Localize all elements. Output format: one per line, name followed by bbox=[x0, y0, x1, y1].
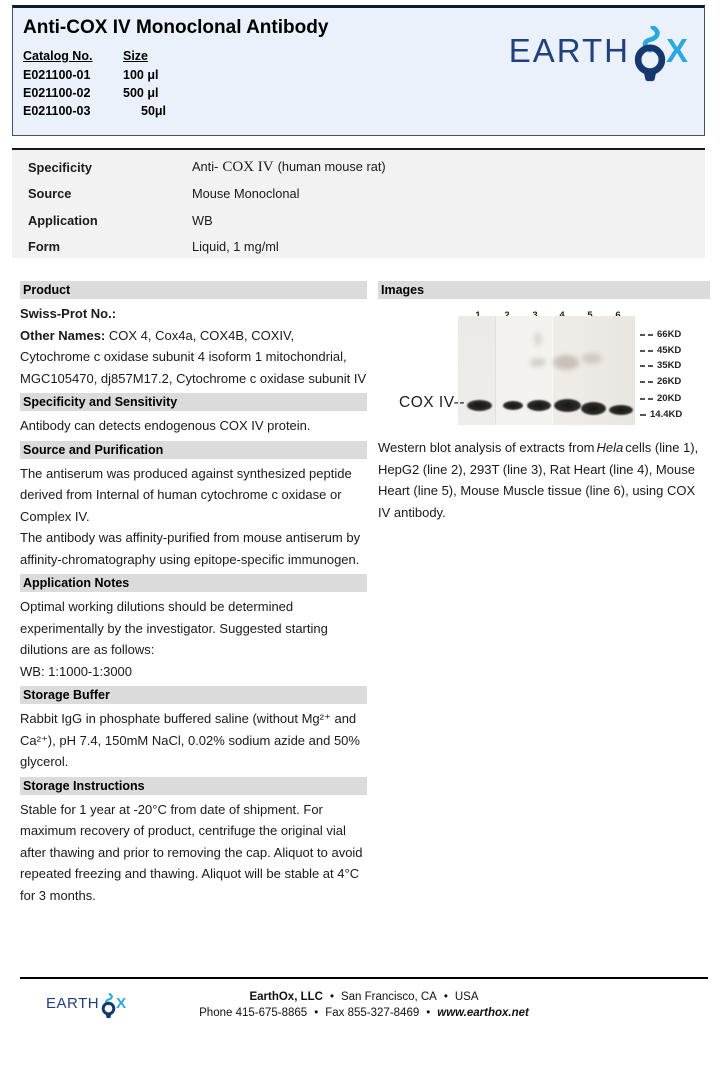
section-paragraph: The antiserum was produced against synthesized peptide derived from Internal of human cytochrome c oxidase or Complex IV. bbox=[20, 465, 352, 524]
marker-label: 20KD bbox=[657, 393, 682, 404]
application-value: WB bbox=[192, 212, 213, 228]
blot-band bbox=[609, 405, 633, 415]
images-column bbox=[378, 281, 710, 523]
section-paragraph: WB: 1:1000-1:3000 bbox=[20, 663, 133, 679]
footer-contact bbox=[0, 989, 728, 1021]
footer-city: San Francisco, CA bbox=[340, 991, 437, 1003]
marker-tick bbox=[640, 381, 653, 383]
logo-word: EARTH bbox=[508, 31, 630, 69]
summary-row-application bbox=[12, 207, 705, 234]
application-label: Application bbox=[28, 212, 98, 228]
blot-band bbox=[581, 402, 606, 415]
section-paragraph: Stable for 1 year at -20°C from date of shipment. For maximum recovery of product, centrifuge the original vial after thawing and prior to removing the cap. Aliquot to avoid repeated freezing and thawing. Aliquot will be stable at 4°C for 3 months. bbox=[20, 801, 363, 903]
summary-box bbox=[12, 148, 705, 258]
form-value: Liquid, 1 mg/ml bbox=[192, 239, 279, 255]
marker-label: 45KD bbox=[657, 345, 682, 356]
marker-tick bbox=[640, 365, 653, 367]
section-header-images: Images bbox=[378, 281, 710, 299]
flask-icon bbox=[631, 26, 669, 82]
blot-band bbox=[554, 399, 581, 412]
logo-word: EARTH bbox=[46, 994, 100, 1012]
section-header-application-notes: Application Notes bbox=[20, 574, 367, 592]
marker-tick bbox=[640, 334, 653, 336]
catalog-table bbox=[23, 43, 166, 120]
footer-company: EarthOx, LLC bbox=[249, 991, 323, 1003]
bullet-separator: • bbox=[314, 1007, 319, 1019]
catalog-no: E021100-01 bbox=[23, 68, 91, 82]
catalog-size: 500 μl bbox=[123, 86, 159, 100]
marker-label: 35KD bbox=[657, 360, 682, 371]
blot-row-label: COX IV-- bbox=[399, 394, 466, 411]
earthox-logo bbox=[509, 22, 688, 78]
summary-row-source bbox=[12, 181, 705, 208]
footer-country: USA bbox=[454, 991, 479, 1003]
other-names-value: COX 4, Cox4a, COX4B, COXIV, Cytochrome c oxidase subunit 4 isoform 1 mitochondrial, MGC105470, dj857M17.2, Cytochrome c oxidase subunit IV bbox=[20, 327, 367, 386]
blot-smudge-faint bbox=[530, 358, 546, 367]
catalog-size: 50μl bbox=[141, 104, 167, 118]
blot-marker-row bbox=[640, 404, 682, 426]
product-column bbox=[20, 281, 367, 906]
source-label: Source bbox=[28, 186, 72, 202]
bullet-separator: • bbox=[443, 991, 448, 1003]
section-header-source-purification: Source and Purification bbox=[20, 441, 367, 459]
catalog-row bbox=[23, 84, 166, 102]
summary-row-form bbox=[12, 234, 705, 261]
catalog-col-no: Catalog No. bbox=[23, 49, 93, 63]
marker-label: 26KD bbox=[657, 376, 682, 387]
figure-caption: Western blot analysis of extracts from Hela cells (line 1), HepG2 (line 2), 293T (line 3), Rat Heart (line 4), Mouse Heart (line 5), Mouse Muscle tissue (line 6), using COX IV antibody. bbox=[378, 440, 699, 520]
section-paragraph: Optimal working dilutions should be determined experimentally by the investigator. Suggested starting dilutions are as follows: bbox=[20, 599, 328, 657]
other-names bbox=[20, 325, 367, 390]
form-label: Form bbox=[28, 239, 60, 255]
swiss-prot-label: Swiss-Prot No.: bbox=[20, 306, 117, 321]
catalog-header-row bbox=[23, 43, 166, 66]
specificity-value: Anti- COX IV (human mouse rat) bbox=[192, 158, 386, 175]
section-header-product: Product bbox=[20, 281, 367, 299]
blot-band bbox=[467, 400, 492, 411]
logo-x: X bbox=[665, 31, 688, 69]
marker-label: 14.4KD bbox=[650, 409, 683, 420]
section-header-storage-instructions: Storage Instructions bbox=[20, 777, 367, 795]
blot-band bbox=[503, 401, 523, 410]
catalog-no: E021100-02 bbox=[23, 86, 91, 100]
logo-x: X bbox=[116, 994, 127, 1012]
catalog-row bbox=[23, 66, 166, 84]
section-paragraph: The antibody was affinity-purified from mouse antiserum by affinity-chromatography using epitope-specific immunogen. bbox=[20, 530, 361, 567]
section-paragraph: Rabbit IgG in phosphate buffered saline (without Mg²⁺ and Ca²⁺), pH 7.4, 150mM NaCl, 0.02% sodium azide and 50% glycerol. bbox=[20, 711, 360, 769]
other-names-label: Other Names: bbox=[20, 327, 106, 343]
section-paragraph: Antibody can detects endogenous COX IV protein. bbox=[20, 418, 311, 433]
summary-row-specificity bbox=[12, 154, 705, 181]
specificity-label: Specificity bbox=[28, 159, 93, 175]
catalog-size: 100 μl bbox=[123, 68, 159, 82]
marker-label: 66KD bbox=[657, 329, 682, 340]
bullet-separator: • bbox=[329, 991, 334, 1003]
blot-gel bbox=[458, 316, 635, 425]
caption-italic: Hela bbox=[596, 440, 624, 455]
blot-smudge-faint bbox=[553, 355, 579, 370]
catalog-row bbox=[23, 102, 166, 120]
catalog-no: E021100-03 bbox=[23, 104, 91, 118]
bullet-separator: • bbox=[426, 1007, 431, 1019]
footer-website: www.earthox.net bbox=[437, 1007, 529, 1019]
section-header-storage-buffer: Storage Buffer bbox=[20, 686, 367, 704]
section-header-specificity-sensitivity: Specificity and Sensitivity bbox=[20, 393, 367, 411]
western-blot-figure bbox=[378, 303, 710, 437]
footer-divider bbox=[20, 977, 708, 979]
blot-smudge-faint bbox=[534, 332, 542, 346]
catalog-col-size: Size bbox=[123, 49, 149, 63]
marker-tick bbox=[640, 350, 653, 352]
source-value: Mouse Monoclonal bbox=[192, 186, 300, 202]
footer-phone: Phone 415-675-8865 bbox=[199, 1007, 308, 1019]
footer-line-2 bbox=[0, 1005, 728, 1021]
blot-band bbox=[527, 400, 551, 411]
marker-tick bbox=[640, 414, 646, 416]
footer-line-1 bbox=[0, 989, 728, 1005]
footer-fax: Fax 855-327-8469 bbox=[325, 1007, 420, 1019]
header-box bbox=[12, 5, 705, 136]
marker-tick bbox=[640, 398, 653, 400]
page-title: Anti-COX IV Monoclonal Antibody bbox=[23, 17, 329, 38]
blot-smudge-faint bbox=[582, 353, 602, 364]
